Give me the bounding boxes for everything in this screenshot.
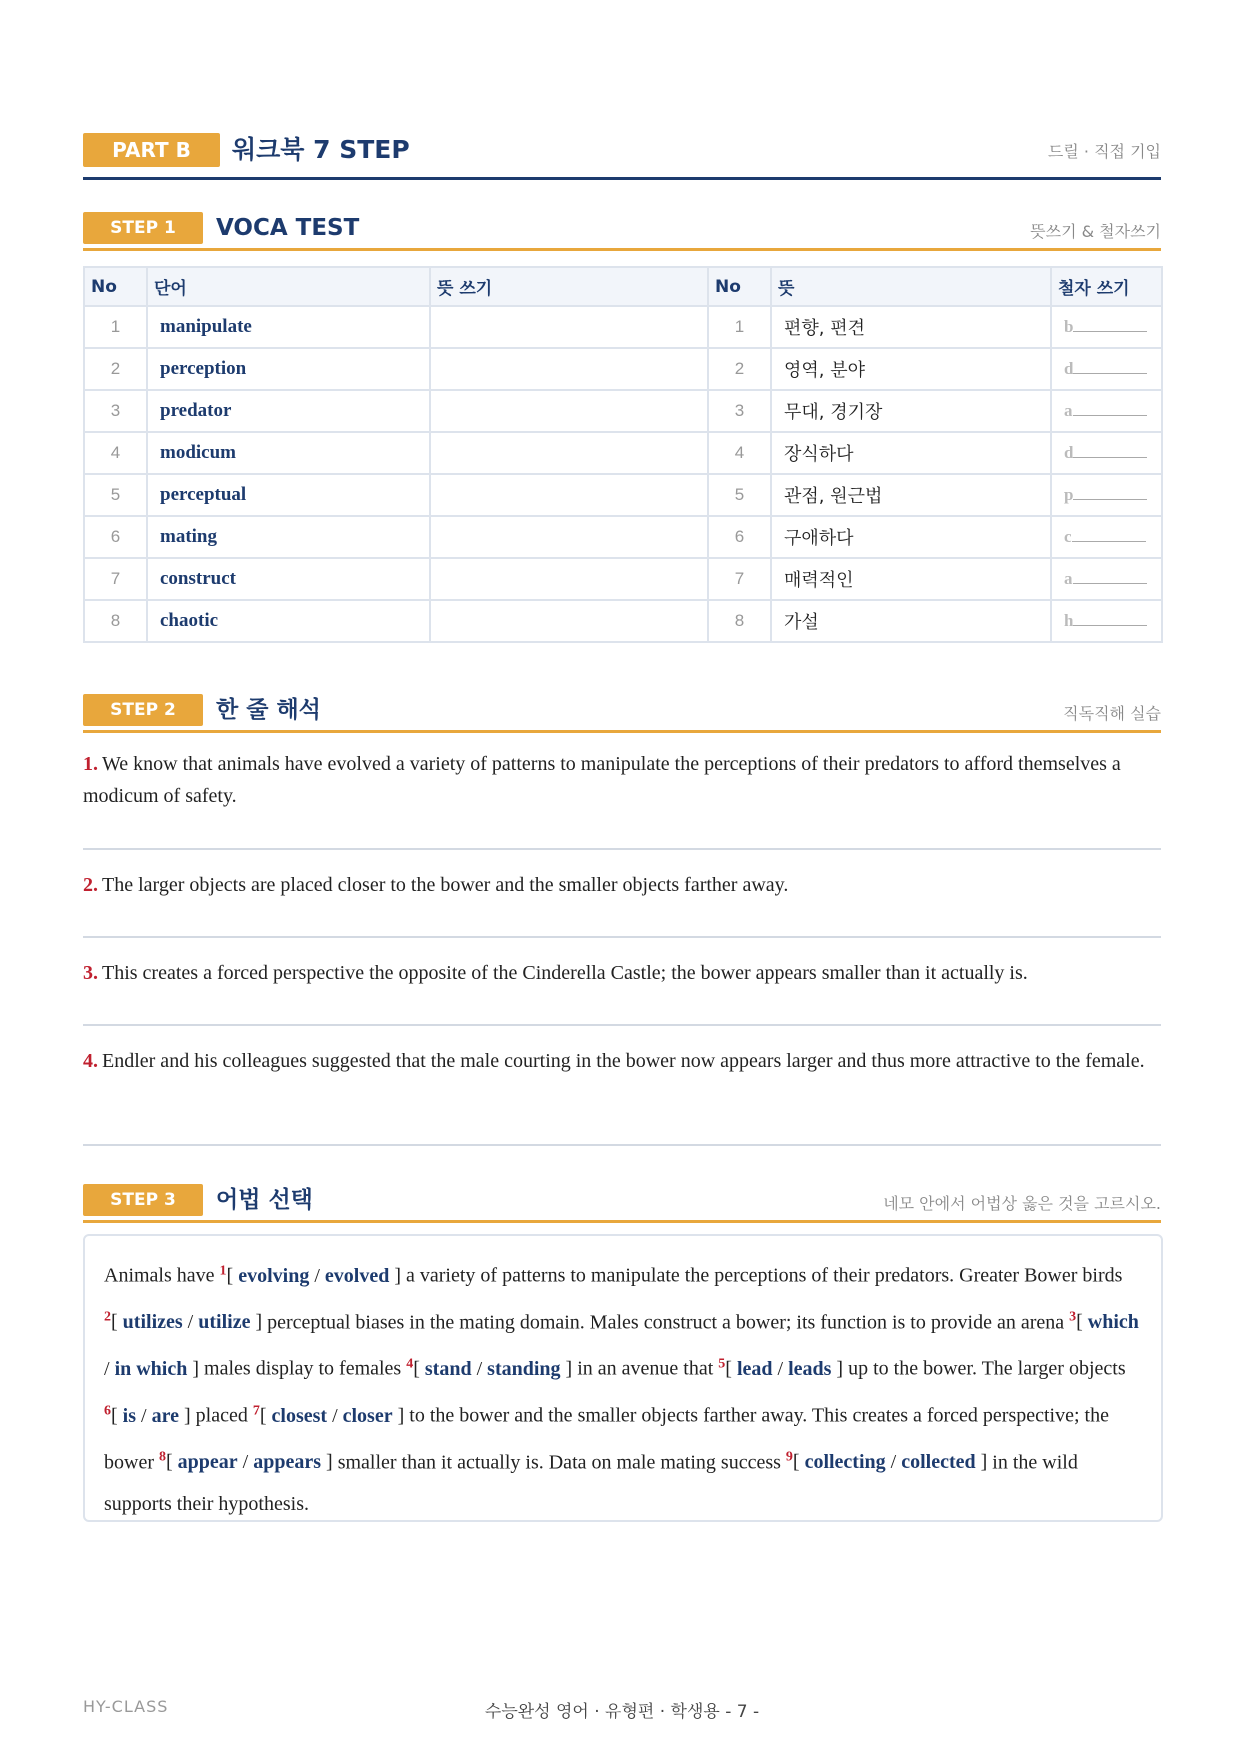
row-no-2: 4 (708, 432, 771, 474)
choice-group: $^5$[ lead / leads ] (718, 1356, 844, 1380)
row-meaning: 가설 (771, 600, 1051, 642)
row-no: 1 (84, 306, 147, 348)
step3-subtitle: 네모 안에서 어법상 옳은 것을 고르시오. (883, 1194, 1161, 1213)
voca-row (84, 516, 1162, 558)
write-meaning-cell[interactable] (430, 306, 708, 348)
passage-text: placed (190, 1404, 253, 1427)
row-no: 6 (84, 516, 147, 558)
voca-row (84, 474, 1162, 516)
step1-title: VOCA TEST (216, 215, 360, 241)
choice-option-b[interactable]: leads (788, 1357, 832, 1380)
write-meaning-cell[interactable] (430, 348, 708, 390)
row-meaning: 무대, 경기장 (771, 390, 1051, 432)
sentence-4: 4. Endler and his colleagues suggested that the male courting in the bower now appears larger and thus more attractive to the female. (83, 1050, 1145, 1072)
passage-text: males display to females (199, 1357, 407, 1380)
voca-row (84, 348, 1162, 390)
choice-option-a[interactable]: evolving (238, 1264, 310, 1287)
col-meaning: 뜻 (771, 267, 1051, 306)
answer-line-4[interactable] (83, 1144, 1161, 1146)
choice-option-b[interactable]: standing (487, 1357, 561, 1380)
row-meaning: 편향, 편견 (771, 306, 1051, 348)
spelling-blank (1073, 414, 1147, 416)
footer-page-info: 수능완성 영어 · 유형편 · 학생용 - 7 - (484, 1702, 760, 1722)
voca-row (84, 432, 1162, 474)
footer-brand: HY-CLASS (83, 1697, 169, 1716)
choice-number: 3 (1069, 1309, 1077, 1325)
choice-option-a[interactable]: is (122, 1404, 137, 1427)
row-meaning: 영역, 분야 (771, 348, 1051, 390)
write-meaning-cell[interactable] (430, 432, 708, 474)
row-meaning: 구애하다 (771, 516, 1051, 558)
choice-option-b[interactable]: in which (114, 1357, 188, 1380)
spelling-blank (1073, 498, 1147, 500)
passage-text: to the bower and the smaller objects farther away. This creates a forced perspective; the bower (104, 1404, 1109, 1474)
row-meaning: 매력적인 (771, 558, 1051, 600)
part-badge: PART B (83, 133, 220, 167)
choice-number: 5 (718, 1356, 726, 1372)
choice-option-a[interactable]: collecting (804, 1451, 886, 1474)
choice-option-b[interactable]: collected (901, 1451, 976, 1474)
spelling-blank (1073, 330, 1147, 332)
choice-option-b[interactable]: appears (253, 1451, 322, 1474)
row-word: modicum (147, 432, 430, 474)
row-no: 3 (84, 390, 147, 432)
write-spelling-cell[interactable] (1051, 348, 1162, 390)
write-spelling-cell[interactable] (1051, 306, 1162, 348)
spelling-hint: c (1064, 527, 1072, 546)
row-word: chaotic (147, 600, 430, 642)
spelling-hint: h (1064, 611, 1074, 630)
step2-header (83, 692, 1161, 733)
step3-header (83, 1182, 1161, 1223)
choice-group: $^8$[ appear / appears ] (158, 1449, 333, 1474)
row-word: manipulate (147, 306, 430, 348)
row-no-2: 2 (708, 348, 771, 390)
answer-line-3[interactable] (83, 1024, 1161, 1026)
step2-badge: STEP 2 (83, 694, 203, 726)
write-spelling-cell[interactable] (1051, 432, 1162, 474)
voca-row (84, 390, 1162, 432)
passage-text: in an avenue that (572, 1357, 719, 1380)
passage-text: perceptual biases in the mating domain. Males construct a bower; its function is to provide an arena (262, 1311, 1070, 1334)
row-no-2: 5 (708, 474, 771, 516)
write-meaning-cell[interactable] (430, 600, 708, 642)
row-no-2: 1 (708, 306, 771, 348)
row-meaning: 관점, 원근법 (771, 474, 1051, 516)
col-no-2: No (708, 267, 771, 306)
choice-group: $^6$[ is / are ] (104, 1402, 191, 1427)
choice-number: 1 (219, 1263, 227, 1278)
passage-text: up to the bower. The larger objects (843, 1357, 1126, 1380)
spelling-blank (1073, 456, 1147, 458)
choice-option-a[interactable]: stand (424, 1357, 472, 1380)
spelling-blank (1073, 372, 1147, 374)
passage-text: in the wild supports their hypothesis. (104, 1451, 1078, 1516)
step1-header (83, 210, 1161, 251)
voca-table (83, 266, 1163, 643)
choice-number: 7 (252, 1402, 260, 1418)
row-no-2: 6 (708, 516, 771, 558)
choice-number: 6 (104, 1402, 111, 1418)
choice-group: $^3$[ which / in which ] (104, 1309, 1139, 1380)
choice-group: $^4$[ stand / standing ] (406, 1356, 573, 1380)
spelling-blank (1072, 540, 1146, 542)
choice-number: 2 (104, 1309, 111, 1325)
row-word: predator (147, 390, 430, 432)
answer-line-1[interactable] (83, 848, 1161, 850)
passage-text: Animals have (104, 1264, 220, 1287)
choice-option-a[interactable]: closest (271, 1404, 328, 1427)
choice-option-b[interactable]: evolved (324, 1264, 390, 1287)
row-no: 7 (84, 558, 147, 600)
write-meaning-cell[interactable] (430, 390, 708, 432)
row-no: 2 (84, 348, 147, 390)
col-write-spelling: 철자 쓰기 (1051, 267, 1162, 306)
spelling-hint: d (1064, 443, 1074, 462)
step2-title: 한 줄 해석 (216, 697, 321, 723)
write-spelling-cell[interactable] (1051, 516, 1162, 558)
row-no: 8 (84, 600, 147, 642)
spelling-hint: p (1064, 485, 1074, 504)
grammar-passage (104, 1250, 1140, 1525)
row-no-2: 3 (708, 390, 771, 432)
col-write-meaning: 뜻 쓰기 (430, 267, 708, 306)
choice-group: $^7$[ closest / closer ] (252, 1402, 405, 1427)
voca-row (84, 600, 1162, 642)
row-word: perception (147, 348, 430, 390)
row-no-2: 8 (708, 600, 771, 642)
choice-number: 4 (406, 1356, 414, 1372)
choice-option-a[interactable]: utilizes (122, 1311, 183, 1334)
spelling-blank (1073, 624, 1147, 626)
step3-badge: STEP 3 (83, 1184, 203, 1216)
row-word: perceptual (147, 474, 430, 516)
choice-number: 9 (785, 1449, 793, 1465)
write-meaning-cell[interactable] (430, 516, 708, 558)
answer-line-2[interactable] (83, 936, 1161, 938)
part-header (83, 131, 1161, 180)
voca-header-row (84, 267, 1162, 306)
sentence-3: 3. This creates a forced perspective the opposite of the Cinderella Castle; the bower appears smaller than it actually is. (83, 962, 1028, 984)
step1-badge: STEP 1 (83, 212, 203, 244)
spelling-hint: b (1064, 317, 1074, 336)
passage-text: a variety of patterns to manipulate the perceptions of their predators. Greater Bower birds (401, 1264, 1123, 1287)
spelling-hint: d (1064, 359, 1074, 378)
col-no: No (84, 267, 147, 306)
choice-group: $^2$[ utilizes / utilize ] (104, 1309, 263, 1334)
part-title: 워크북 7 STEP (232, 135, 410, 164)
choice-group: $^9$[ collecting / collected ] (785, 1449, 988, 1474)
sentence-2: 2. The larger objects are placed closer to the bower and the smaller objects farther away. (83, 874, 789, 896)
sentence-1: 1. We know that animals have evolved a variety of patterns to manipulate the perceptions of their predators to afford themselves a modicum of safety. (83, 753, 1121, 807)
choice-group: $^1$[ evolving / evolved ] (219, 1263, 401, 1287)
row-meaning: 장식하다 (771, 432, 1051, 474)
step3-title: 어법 선택 (216, 1187, 313, 1213)
choice-option-b[interactable]: closer (342, 1404, 393, 1427)
choice-option-b[interactable]: are (151, 1404, 179, 1427)
choice-option-b[interactable]: utilize (198, 1311, 251, 1334)
col-word: 단어 (147, 267, 430, 306)
grammar-passage-box (83, 1234, 1163, 1522)
spelling-blank (1073, 582, 1147, 584)
choice-option-a[interactable]: which (1087, 1311, 1139, 1334)
choice-option-a[interactable]: lead (736, 1357, 773, 1380)
step2-subtitle: 직독직해 실습 (1063, 704, 1161, 723)
row-word: construct (147, 558, 430, 600)
row-no: 5 (84, 474, 147, 516)
voca-row (84, 306, 1162, 348)
write-meaning-cell[interactable] (430, 558, 708, 600)
row-no-2: 7 (708, 558, 771, 600)
write-spelling-cell[interactable] (1051, 558, 1162, 600)
choice-number: 8 (158, 1449, 166, 1465)
passage-text: smaller than it actually is. Data on male mating success (332, 1451, 786, 1474)
part-subtitle: 드릴 · 직접 기입 (1047, 142, 1161, 161)
write-meaning-cell[interactable] (430, 474, 708, 516)
step1-subtitle: 뜻쓰기 & 철자쓰기 (1030, 222, 1161, 241)
spelling-hint: a (1064, 569, 1073, 588)
write-spelling-cell[interactable] (1051, 600, 1162, 642)
row-no: 4 (84, 432, 147, 474)
spelling-hint: a (1064, 401, 1073, 420)
write-spelling-cell[interactable] (1051, 474, 1162, 516)
choice-option-a[interactable]: appear (177, 1451, 238, 1474)
row-word: mating (147, 516, 430, 558)
voca-row (84, 558, 1162, 600)
write-spelling-cell[interactable] (1051, 390, 1162, 432)
